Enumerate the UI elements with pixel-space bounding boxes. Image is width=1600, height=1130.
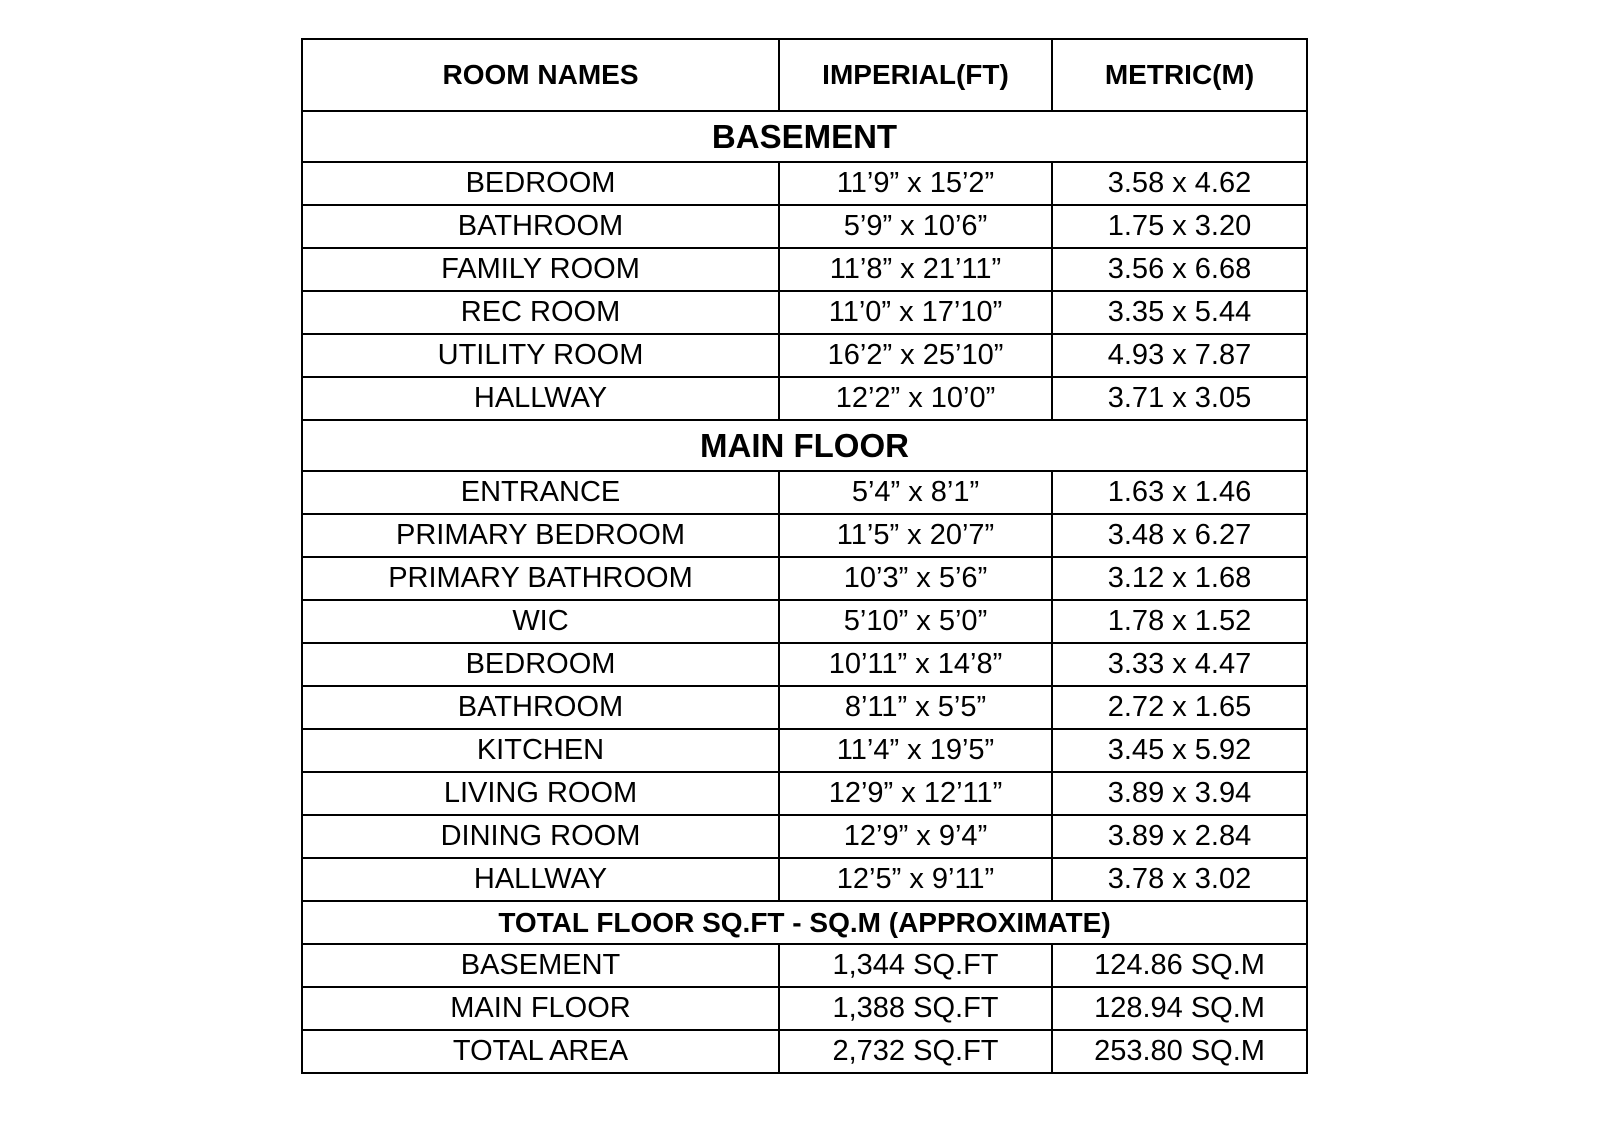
imperial-cell: 10’3” x 5’6” [779, 557, 1052, 600]
table-row [302, 815, 1307, 858]
imperial-cell: 10’11” x 14’8” [779, 643, 1052, 686]
room-name-cell: FAMILY ROOM [302, 248, 779, 291]
table-body [302, 111, 1307, 1073]
table-row [302, 248, 1307, 291]
table-row [302, 291, 1307, 334]
room-name-cell: WIC [302, 600, 779, 643]
table-row [302, 858, 1307, 901]
room-name-cell: BEDROOM [302, 643, 779, 686]
metric-cell: 128.94 SQ.M [1052, 987, 1307, 1030]
room-name-cell: BATHROOM [302, 686, 779, 729]
room-name-cell: TOTAL AREA [302, 1030, 779, 1073]
table-row [302, 162, 1307, 205]
table-row [302, 600, 1307, 643]
imperial-cell: 1,388 SQ.FT [779, 987, 1052, 1030]
table-header-row [302, 39, 1307, 111]
metric-cell: 3.33 x 4.47 [1052, 643, 1307, 686]
metric-cell: 3.89 x 2.84 [1052, 815, 1307, 858]
table-row [302, 686, 1307, 729]
room-dimensions-table [301, 38, 1308, 1074]
imperial-cell: 5’4” x 8’1” [779, 471, 1052, 514]
table-row [302, 772, 1307, 815]
imperial-cell: 5’10” x 5’0” [779, 600, 1052, 643]
metric-cell: 3.12 x 1.68 [1052, 557, 1307, 600]
table-row [302, 643, 1307, 686]
imperial-cell: 1,344 SQ.FT [779, 944, 1052, 987]
imperial-cell: 12’9” x 9’4” [779, 815, 1052, 858]
room-name-cell: BASEMENT [302, 944, 779, 987]
metric-cell: 3.48 x 6.27 [1052, 514, 1307, 557]
room-name-cell: REC ROOM [302, 291, 779, 334]
imperial-cell: 12’5” x 9’11” [779, 858, 1052, 901]
section-totals [302, 901, 1307, 944]
header-imperial: IMPERIAL(FT) [779, 39, 1052, 111]
imperial-cell: 16’2” x 25’10” [779, 334, 1052, 377]
section-main-floor [302, 420, 1307, 471]
metric-cell: 3.58 x 4.62 [1052, 162, 1307, 205]
metric-cell: 3.78 x 3.02 [1052, 858, 1307, 901]
section-basement-label: BASEMENT [302, 111, 1307, 162]
metric-cell: 1.75 x 3.20 [1052, 205, 1307, 248]
table-row [302, 944, 1307, 987]
table-row [302, 1030, 1307, 1073]
table-row [302, 334, 1307, 377]
table-row [302, 514, 1307, 557]
imperial-cell: 12’9” x 12’11” [779, 772, 1052, 815]
section-main-floor-label: MAIN FLOOR [302, 420, 1307, 471]
room-name-cell: HALLWAY [302, 858, 779, 901]
table-row [302, 987, 1307, 1030]
room-name-cell: BEDROOM [302, 162, 779, 205]
metric-cell: 3.71 x 3.05 [1052, 377, 1307, 420]
room-name-cell: HALLWAY [302, 377, 779, 420]
table-row [302, 557, 1307, 600]
metric-cell: 1.78 x 1.52 [1052, 600, 1307, 643]
table-row [302, 729, 1307, 772]
header-room-names: ROOM NAMES [302, 39, 779, 111]
room-name-cell: LIVING ROOM [302, 772, 779, 815]
imperial-cell: 5’9” x 10’6” [779, 205, 1052, 248]
room-name-cell: UTILITY ROOM [302, 334, 779, 377]
imperial-cell: 12’2” x 10’0” [779, 377, 1052, 420]
imperial-cell: 11’9” x 15’2” [779, 162, 1052, 205]
metric-cell: 2.72 x 1.65 [1052, 686, 1307, 729]
room-name-cell: PRIMARY BATHROOM [302, 557, 779, 600]
metric-cell: 1.63 x 1.46 [1052, 471, 1307, 514]
imperial-cell: 11’5” x 20’7” [779, 514, 1052, 557]
metric-cell: 124.86 SQ.M [1052, 944, 1307, 987]
header-metric: METRIC(M) [1052, 39, 1307, 111]
imperial-cell: 11’4” x 19’5” [779, 729, 1052, 772]
section-basement [302, 111, 1307, 162]
room-name-cell: DINING ROOM [302, 815, 779, 858]
imperial-cell: 2,732 SQ.FT [779, 1030, 1052, 1073]
metric-cell: 3.35 x 5.44 [1052, 291, 1307, 334]
room-name-cell: BATHROOM [302, 205, 779, 248]
room-name-cell: ENTRANCE [302, 471, 779, 514]
room-name-cell: MAIN FLOOR [302, 987, 779, 1030]
metric-cell: 4.93 x 7.87 [1052, 334, 1307, 377]
table-row [302, 471, 1307, 514]
section-totals-label: TOTAL FLOOR SQ.FT - SQ.M (APPROXIMATE) [302, 901, 1307, 944]
room-name-cell: KITCHEN [302, 729, 779, 772]
table-row [302, 377, 1307, 420]
metric-cell: 253.80 SQ.M [1052, 1030, 1307, 1073]
metric-cell: 3.56 x 6.68 [1052, 248, 1307, 291]
metric-cell: 3.45 x 5.92 [1052, 729, 1307, 772]
imperial-cell: 11’8” x 21’11” [779, 248, 1052, 291]
room-name-cell: PRIMARY BEDROOM [302, 514, 779, 557]
table-row [302, 205, 1307, 248]
metric-cell: 3.89 x 3.94 [1052, 772, 1307, 815]
imperial-cell: 8’11” x 5’5” [779, 686, 1052, 729]
imperial-cell: 11’0” x 17’10” [779, 291, 1052, 334]
